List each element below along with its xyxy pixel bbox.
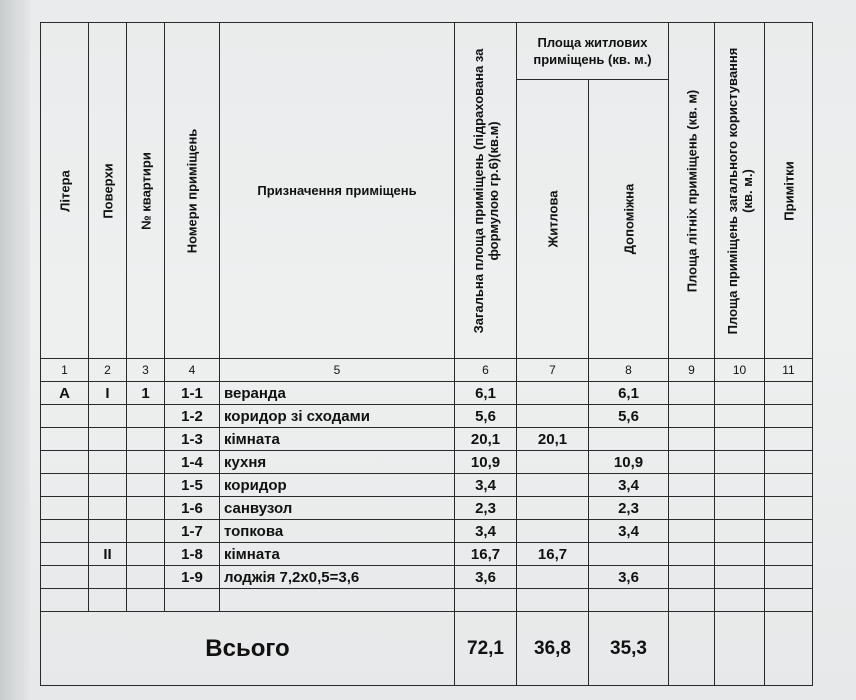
cell-dopomizhna: 2,3 [589, 497, 669, 520]
cell-litera [41, 543, 89, 566]
cell-litera [41, 474, 89, 497]
header-zahalna: Загальна площа приміщень (підрахована за формулою гр.6)(кв.м) [455, 23, 517, 359]
cell-nomer: 1-5 [165, 474, 220, 497]
cell-zhytlova: 16,7 [517, 543, 589, 566]
cell-kvartyra [127, 497, 165, 520]
cell-poverkh [89, 428, 127, 451]
cell-kvartyra [127, 543, 165, 566]
cell-dopomizhna [589, 589, 669, 612]
cell-dopomizhna: 10,9 [589, 451, 669, 474]
total-empty [669, 612, 715, 686]
header-litera: Літера [41, 23, 89, 359]
column-number: 6 [455, 359, 517, 382]
cell-zahalnoho [715, 428, 765, 451]
cell-litni [669, 382, 715, 405]
total-empty [715, 612, 765, 686]
cell-zahalna: 3,4 [455, 520, 517, 543]
cell-nomer: 1-7 [165, 520, 220, 543]
cell-zahalnoho [715, 474, 765, 497]
cell-dopomizhna: 3,4 [589, 474, 669, 497]
cell-prymitky [765, 382, 813, 405]
cell-zhytlova [517, 405, 589, 428]
cell-zhytlova [517, 566, 589, 589]
table-row [41, 382, 813, 405]
header-kvartyra: № квартири [127, 23, 165, 359]
cell-nazva: кухня [220, 451, 455, 474]
cell-nomer: 1-1 [165, 382, 220, 405]
header-nomery: Номери приміщень [165, 23, 220, 359]
cell-dopomizhna: 6,1 [589, 382, 669, 405]
cell-poverkh [89, 566, 127, 589]
column-number: 9 [669, 359, 715, 382]
cell-poverkh [89, 474, 127, 497]
cell-litni [669, 543, 715, 566]
cell-poverkh [89, 405, 127, 428]
cell-zahalna: 2,3 [455, 497, 517, 520]
cell-kvartyra [127, 520, 165, 543]
cell-litera [41, 566, 89, 589]
cell-prymitky [765, 520, 813, 543]
column-number: 3 [127, 359, 165, 382]
cell-nomer: 1-2 [165, 405, 220, 428]
cell-zahalnoho [715, 566, 765, 589]
table-row [41, 474, 813, 497]
cell-zahalna: 16,7 [455, 543, 517, 566]
cell-nazva: топкова [220, 520, 455, 543]
cell-zahalna: 5,6 [455, 405, 517, 428]
cell-zahalnoho [715, 451, 765, 474]
cell-zhytlova: 20,1 [517, 428, 589, 451]
cell-dopomizhna [589, 543, 669, 566]
column-number: 1 [41, 359, 89, 382]
column-number: 7 [517, 359, 589, 382]
cell-zhytlova [517, 497, 589, 520]
cell-prymitky [765, 566, 813, 589]
cell-kvartyra [127, 405, 165, 428]
column-number: 10 [715, 359, 765, 382]
total-dopomizhna: 35,3 [589, 612, 669, 686]
column-number: 4 [165, 359, 220, 382]
cell-nazva: кімната [220, 428, 455, 451]
header-dopomizhna: Допоміжна [589, 80, 669, 359]
header-pryznachennia: Призначення приміщень [220, 23, 455, 359]
table-row [41, 543, 813, 566]
cell-zahalnoho [715, 497, 765, 520]
cell-zahalna: 3,6 [455, 566, 517, 589]
total-zahalna: 72,1 [455, 612, 517, 686]
cell-kvartyra [127, 451, 165, 474]
cell-zhytlova [517, 474, 589, 497]
cell-litera [41, 589, 89, 612]
column-number: 11 [765, 359, 813, 382]
cell-nomer: 1-4 [165, 451, 220, 474]
table-row [41, 589, 813, 612]
cell-prymitky [765, 543, 813, 566]
cell-prymitky [765, 428, 813, 451]
cell-dopomizhna: 3,6 [589, 566, 669, 589]
cell-zahalnoho [715, 520, 765, 543]
cell-zahalnoho [715, 589, 765, 612]
column-number: 5 [220, 359, 455, 382]
cell-nomer [165, 589, 220, 612]
cell-nazva [220, 589, 455, 612]
cell-litni [669, 428, 715, 451]
cell-kvartyra: 1 [127, 382, 165, 405]
column-number: 8 [589, 359, 669, 382]
cell-prymitky [765, 589, 813, 612]
cell-kvartyra [127, 589, 165, 612]
cell-litni [669, 497, 715, 520]
cell-kvartyra [127, 474, 165, 497]
cell-nazva: санвузол [220, 497, 455, 520]
header-poverkhy: Поверхи [89, 23, 127, 359]
total-row [41, 612, 813, 686]
cell-zahalnoho [715, 405, 765, 428]
cell-litni [669, 589, 715, 612]
cell-prymitky [765, 451, 813, 474]
cell-dopomizhna: 3,4 [589, 520, 669, 543]
cell-poverkh [89, 451, 127, 474]
premises-table [40, 22, 813, 686]
cell-litni [669, 405, 715, 428]
cell-litera [41, 520, 89, 543]
cell-nazva: коридор [220, 474, 455, 497]
cell-litera: А [41, 382, 89, 405]
table-row [41, 428, 813, 451]
table-row [41, 566, 813, 589]
header-row [41, 23, 813, 80]
header-zahalnoho: Площа приміщень загального користування (кв. м.) [715, 23, 765, 359]
cell-poverkh: ІІ [89, 543, 127, 566]
cell-prymitky [765, 405, 813, 428]
header-prymitky: Примітки [765, 23, 813, 359]
header-litni: Площа літніх приміщень (кв. м) [669, 23, 715, 359]
cell-litera [41, 497, 89, 520]
cell-nazva: коридор зі сходами [220, 405, 455, 428]
cell-zahalnoho [715, 543, 765, 566]
cell-poverkh [89, 589, 127, 612]
header-zhytlova: Житлова [517, 80, 589, 359]
cell-nomer: 1-8 [165, 543, 220, 566]
cell-kvartyra [127, 428, 165, 451]
table-row [41, 497, 813, 520]
cell-dopomizhna [589, 428, 669, 451]
cell-zahalna [455, 589, 517, 612]
cell-litni [669, 451, 715, 474]
column-number-row [41, 359, 813, 382]
table-row [41, 405, 813, 428]
cell-nazva: веранда [220, 382, 455, 405]
total-zhytlova: 36,8 [517, 612, 589, 686]
cell-zhytlova [517, 520, 589, 543]
cell-zhytlova [517, 589, 589, 612]
cell-nomer: 1-3 [165, 428, 220, 451]
cell-poverkh [89, 497, 127, 520]
cell-dopomizhna: 5,6 [589, 405, 669, 428]
cell-zhytlova [517, 382, 589, 405]
cell-prymitky [765, 497, 813, 520]
cell-poverkh: І [89, 382, 127, 405]
header-zhytlovi-group: Площа житлових приміщень (кв. м.) [517, 23, 669, 80]
cell-zahalna: 20,1 [455, 428, 517, 451]
cell-zahalna: 10,9 [455, 451, 517, 474]
cell-litera [41, 451, 89, 474]
cell-zahalna: 6,1 [455, 382, 517, 405]
cell-poverkh [89, 520, 127, 543]
cell-litni [669, 474, 715, 497]
table-row [41, 451, 813, 474]
cell-litera [41, 405, 89, 428]
total-empty [765, 612, 813, 686]
table-body [41, 382, 813, 612]
total-label: Всього [41, 612, 455, 686]
cell-zahalna: 3,4 [455, 474, 517, 497]
cell-nomer: 1-6 [165, 497, 220, 520]
cell-litera [41, 428, 89, 451]
cell-nazva: лоджія 7,2х0,5=3,6 [220, 566, 455, 589]
table-row [41, 520, 813, 543]
cell-nomer: 1-9 [165, 566, 220, 589]
cell-zhytlova [517, 451, 589, 474]
cell-litni [669, 520, 715, 543]
column-number: 2 [89, 359, 127, 382]
cell-nazva: кімната [220, 543, 455, 566]
cell-litni [669, 566, 715, 589]
cell-prymitky [765, 474, 813, 497]
cell-kvartyra [127, 566, 165, 589]
cell-zahalnoho [715, 382, 765, 405]
